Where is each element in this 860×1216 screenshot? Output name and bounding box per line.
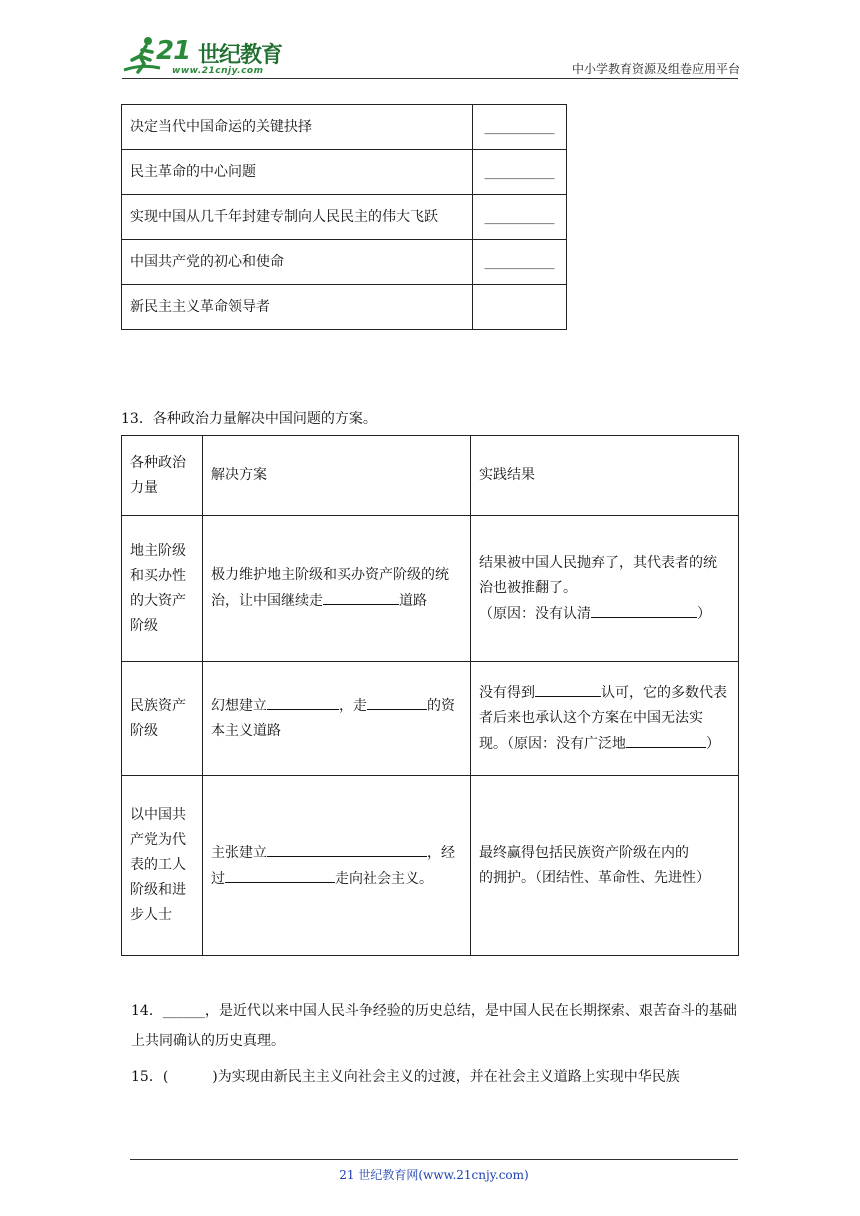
result-text: 没有得到 <box>479 685 535 701</box>
plan-cell <box>203 662 471 776</box>
question-text: ，是近代以来中国人民斗争经验的历史总结，是中国人民在长期探索、艰苦奋斗的基础上共同确认的历史真理。 <box>131 1003 737 1049</box>
fill-blank[interactable] <box>267 693 339 710</box>
fill-blank[interactable] <box>591 601 697 618</box>
question-number: 15．( <box>131 1069 169 1085</box>
answer-blank[interactable]: __________ <box>473 195 567 240</box>
header-result: 实践结果 <box>471 436 739 516</box>
table-row <box>122 662 739 776</box>
result-cell <box>471 662 739 776</box>
fill-blank[interactable] <box>626 731 706 748</box>
plan-text: ，经过 <box>211 844 455 887</box>
table-cell-label: 中国共产党的初心和使命 <box>122 240 473 285</box>
summary-table <box>121 104 567 330</box>
logo-number: 21 <box>156 36 191 66</box>
header-divider <box>122 78 738 79</box>
question-text: )为实现由新民主主义向社会主义的过渡，并在社会主义道路上实现中华民族 <box>212 1069 680 1085</box>
table-cell-label: 新民主主义革命领导者 <box>122 285 473 330</box>
question-13-title: 13．各种政治力量解决中国问题的方案。 <box>121 411 377 427</box>
question-number: 14． <box>131 1003 163 1019</box>
plan-text: 主张建立 <box>211 844 267 861</box>
table-header-row <box>122 436 739 516</box>
result-text: 最终赢得包括民族资产阶级在内的 <box>479 844 689 861</box>
header-platform-text: 中小学教育资源及组卷应用平台 <box>571 62 740 76</box>
logo-text: 世纪教育 <box>198 43 283 68</box>
result-cell <box>471 516 739 662</box>
plan-text: 极力维护地主阶级和买办资产阶级的统治，让中国继续走 <box>211 567 449 609</box>
question-14 <box>131 996 741 1056</box>
result-text: ） <box>706 736 720 752</box>
fill-blank[interactable] <box>225 866 335 883</box>
fill-blank[interactable] <box>267 840 427 857</box>
plan-text: 的资本主义道路 <box>211 698 455 739</box>
table-row <box>122 195 567 240</box>
table-cell-label: 民主革命的中心问题 <box>122 150 473 195</box>
answer-blank[interactable]: __________ <box>473 105 567 150</box>
answer-blank[interactable]: __________ <box>473 150 567 195</box>
plan-text: ，走 <box>339 698 367 714</box>
answer-blank[interactable]: __________ <box>473 240 567 285</box>
header-plan: 解决方案 <box>203 436 471 516</box>
answer-blank[interactable] <box>473 285 567 330</box>
result-cell <box>471 776 739 956</box>
footer-link[interactable]: 21 世纪教育网(www.21cnjy.com) <box>339 1168 529 1182</box>
result-text: 结果被中国人民抛弃了，其代表者的统治也被推翻了。 <box>479 554 717 596</box>
logo-url: www.21cnjy.com <box>172 66 264 76</box>
site-logo <box>122 34 292 80</box>
political-forces-table <box>121 435 739 956</box>
table-row <box>122 776 739 956</box>
table-row <box>122 285 567 330</box>
plan-text: 道路 <box>399 593 427 609</box>
result-text: （原因：没有认清 <box>479 605 591 622</box>
plan-cell <box>203 516 471 662</box>
force-cell: 民族资产阶级 <box>122 662 203 776</box>
table-row <box>122 516 739 662</box>
force-cell: 以中国共产党为代表的工人阶级和进步人士 <box>122 776 203 956</box>
plan-text: 走向社会主义。 <box>335 870 433 887</box>
table-row <box>122 150 567 195</box>
result-text: 的拥护。（团结性、革命性、先进性） <box>479 869 710 886</box>
footer-divider <box>130 1159 738 1160</box>
fill-blank[interactable]: ______ <box>162 1003 205 1019</box>
table-row <box>122 240 567 285</box>
force-cell: 地主阶级和买办性的大资产阶级 <box>122 516 203 662</box>
result-text: 认可，它的多数代表者后来也承认这个方案在中国无法实现。（原因：没有广泛地 <box>479 685 727 752</box>
table-row <box>122 105 567 150</box>
plan-cell <box>203 776 471 956</box>
fill-blank[interactable] <box>367 693 427 710</box>
fill-blank[interactable] <box>323 588 399 605</box>
result-text: ） <box>697 605 711 622</box>
question-15 <box>131 1062 741 1092</box>
header-forces: 各种政治力量 <box>122 436 203 516</box>
fill-blank[interactable] <box>535 680 601 697</box>
table-cell-label: 决定当代中国命运的关键抉择 <box>122 105 473 150</box>
plan-text: 幻想建立 <box>211 698 267 714</box>
table-cell-label: 实现中国从几千年封建专制向人民民主的伟大飞跃 <box>122 195 473 240</box>
